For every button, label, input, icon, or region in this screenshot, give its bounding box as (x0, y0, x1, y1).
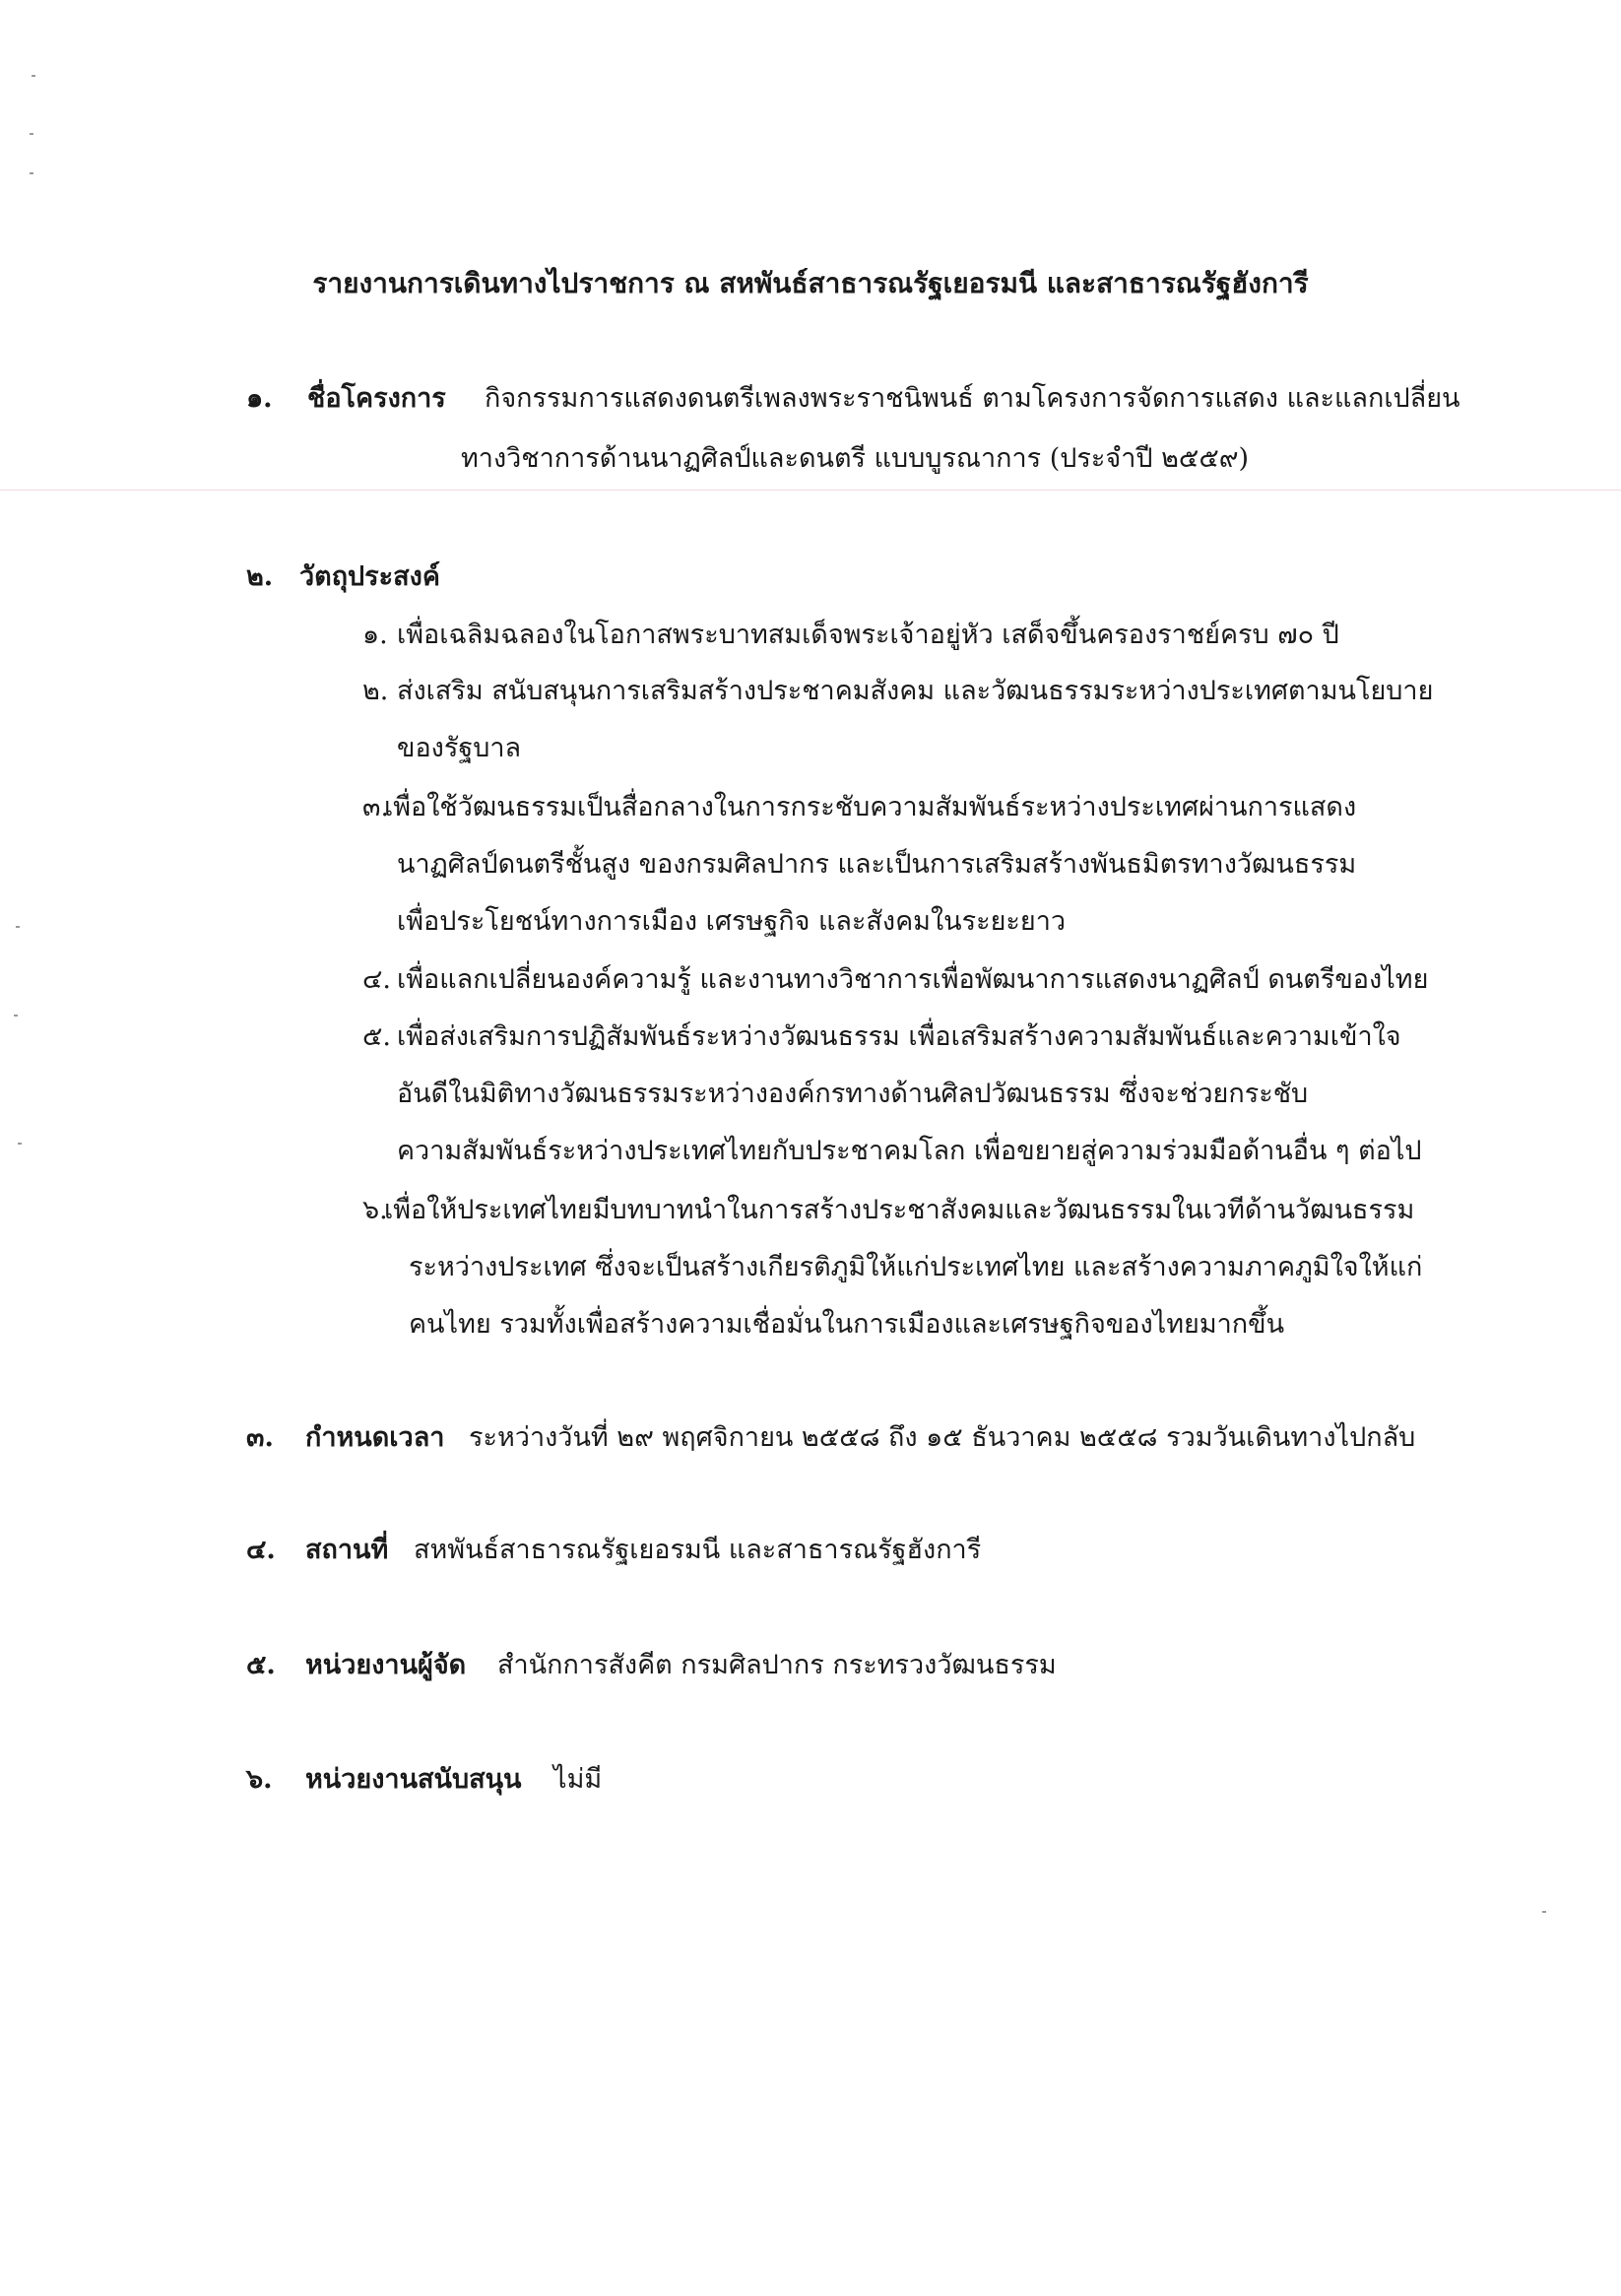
objective-5-label: ๕. (362, 1021, 392, 1052)
section-5-number: ๕. (246, 1650, 276, 1680)
section-1-heading: ชื่อโครงการ (307, 383, 446, 414)
section-2-number: ๒. (246, 561, 274, 592)
section-1-number: ๑. (246, 383, 273, 414)
section-1-line-1: กิจกรรมการแสดงดนตรีเพลงพระราชนิพนธ์ ตามโครงการจัดการแสดง และแลกเปลี่ยน (485, 383, 1460, 414)
scan-speck (32, 75, 35, 77)
objective-4-label: ๔. (362, 964, 392, 995)
scan-speck (14, 1015, 18, 1017)
document-title: รายงานการเดินทางไปราชการ ณ สหพันธ์สาธารณรัฐเยอรมนี และสาธารณรัฐฮังการี (312, 267, 1309, 299)
scan-speck (18, 1143, 22, 1145)
objective-6-line-2: ระหว่างประเทศ ซึ่งจะเป็นสร้างเกียรติภูมิให้แก่ประเทศไทย และสร้างความภาคภูมิใจให้แก่ (409, 1252, 1423, 1282)
section-3-number: ๓. (246, 1422, 274, 1453)
objective-5-line-3: ความสัมพันธ์ระหว่างประเทศไทยกับประชาคมโลก เพื่อขยายสู่ความร่วมมือด้านอื่น ๆ ต่อไป (397, 1136, 1422, 1166)
objective-1-line-1: เพื่อเฉลิมฉลองในโอกาสพระบาทสมเด็จพระเจ้าอยู่หัว เสด็จขึ้นครองราชย์ครบ ๗๐ ปี (397, 620, 1339, 650)
objective-6-line-1: เพื่อให้ประเทศไทยมีบทบาทนำในการสร้างประชาสังคมและวัฒนธรรมในเวทีด้านวัฒนธรรม (384, 1195, 1415, 1225)
section-4-number: ๔. (246, 1535, 276, 1565)
section-5-heading: หน่วยงานผู้จัด (305, 1650, 467, 1680)
section-5-text: สำนักการสังคีต กรมศิลปากร กระทรวงวัฒนธรรม (497, 1650, 1057, 1680)
section-3-heading: กำหนดเวลา (305, 1422, 445, 1453)
objective-3-label: ๓. (362, 792, 390, 822)
objective-2-line-1: ส่งเสริม สนับสนุนการเสริมสร้างประชาคมสังคม และวัฒนธรรมระหว่างประเทศตามนโยบาย (397, 676, 1434, 706)
section-3-text: ระหว่างวันที่ ๒๙ พฤศจิกายน ๒๕๕๘ ถึง ๑๕ ธันวาคม ๒๕๕๘ รวมวันเดินทางไปกลับ (469, 1422, 1416, 1453)
objective-5-line-2: อันดีในมิติทางวัฒนธรรมระหว่างองค์กรทางด้านศิลปวัฒนธรรม ซึ่งจะช่วยกระชับ (397, 1079, 1309, 1109)
objective-6-line-3: คนไทย รวมทั้งเพื่อสร้างความเชื่อมั่นในการเมืองและเศรษฐกิจของไทยมากขึ้น (409, 1309, 1285, 1340)
objective-3-line-2: นาฏศิลป์ดนตรีชั้นสูง ของกรมศิลปากร และเป็นการเสริมสร้างพันธมิตรทางวัฒนธรรม (397, 849, 1357, 880)
objective-4-line-1: เพื่อแลกเปลี่ยนองค์ความรู้ และงานทางวิชาการเพื่อพัฒนาการแสดงนาฏศิลป์ ดนตรีของไทย (397, 964, 1429, 995)
section-1-line-2: ทางวิชาการด้านนาฏศิลป์และดนตรี แบบบูรณาการ (ประจำปี ๒๕๕๙) (461, 443, 1250, 474)
section-2-heading: วัตถุประสงค์ (299, 561, 440, 592)
scan-speck (16, 926, 20, 928)
scan-speck (30, 133, 33, 135)
section-4-heading: สถานที่ (305, 1535, 389, 1565)
section-6-text: ไม่มี (553, 1764, 603, 1795)
section-6-number: ๖. (246, 1764, 273, 1795)
scan-speck (30, 172, 33, 174)
objective-1-label: ๑. (362, 620, 388, 650)
objective-2-label: ๒. (362, 676, 389, 706)
objective-3-line-3: เพื่อประโยชน์ทางการเมือง เศรษฐกิจ และสังคมในระยะยาว (397, 906, 1067, 937)
scan-speck (1542, 1911, 1546, 1913)
section-6-heading: หน่วยงานสนับสนุน (305, 1764, 522, 1795)
section-4-text: สหพันธ์สาธารณรัฐเยอรมนี และสาธารณรัฐฮังการี (414, 1535, 982, 1565)
objective-2-line-2: ของรัฐบาล (397, 733, 522, 763)
objective-5-line-1: เพื่อส่งเสริมการปฏิสัมพันธ์ระหว่างวัฒนธรรม เพื่อเสริมสร้างความสัมพันธ์และความเข้าใจ (397, 1021, 1401, 1052)
objective-3-line-1: เพื่อใช้วัฒนธรรมเป็นสื่อกลางในการกระชับความสัมพันธ์ระหว่างประเทศผ่านการแสดง (384, 792, 1357, 822)
objective-6-label: ๖. (362, 1195, 388, 1225)
scan-fold-line (0, 490, 1621, 491)
